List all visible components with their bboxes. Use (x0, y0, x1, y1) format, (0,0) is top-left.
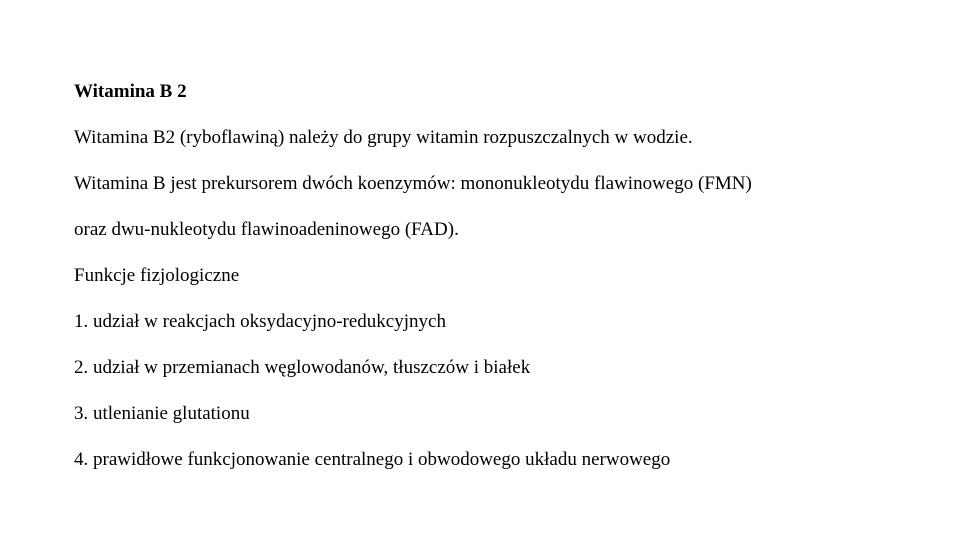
slide-content (74, 78, 934, 492)
precursor-paragraph (74, 170, 934, 244)
functions-list (74, 308, 934, 474)
function-item-2: 2. udział w przemianach węglowodanów, tłuszczów i białek (74, 357, 531, 378)
precursor-line-1: Witamina B jest prekursorem dwóch koenzymów: mononukleotydu flawinowego (FMN) (74, 173, 752, 194)
function-item-1: 1. udział w reakcjach oksydacyjno-redukcyjnych (74, 311, 446, 332)
functions-heading: Funkcje fizjologiczne (74, 265, 240, 286)
slide-title: Witamina B 2 (74, 81, 187, 102)
precursor-line-2: oraz dwu-nukleotydu flawinoadeninowego (FAD). (74, 219, 459, 240)
intro-paragraph: Witamina B2 (ryboflawiną) należy do grupy witamin rozpuszczalnych w wodzie. (74, 127, 693, 148)
function-item-4: 4. prawidłowe funkcjonowanie centralnego i obwodowego układu nerwowego (74, 449, 671, 470)
function-item-3: 3. utlenianie glutationu (74, 403, 250, 424)
